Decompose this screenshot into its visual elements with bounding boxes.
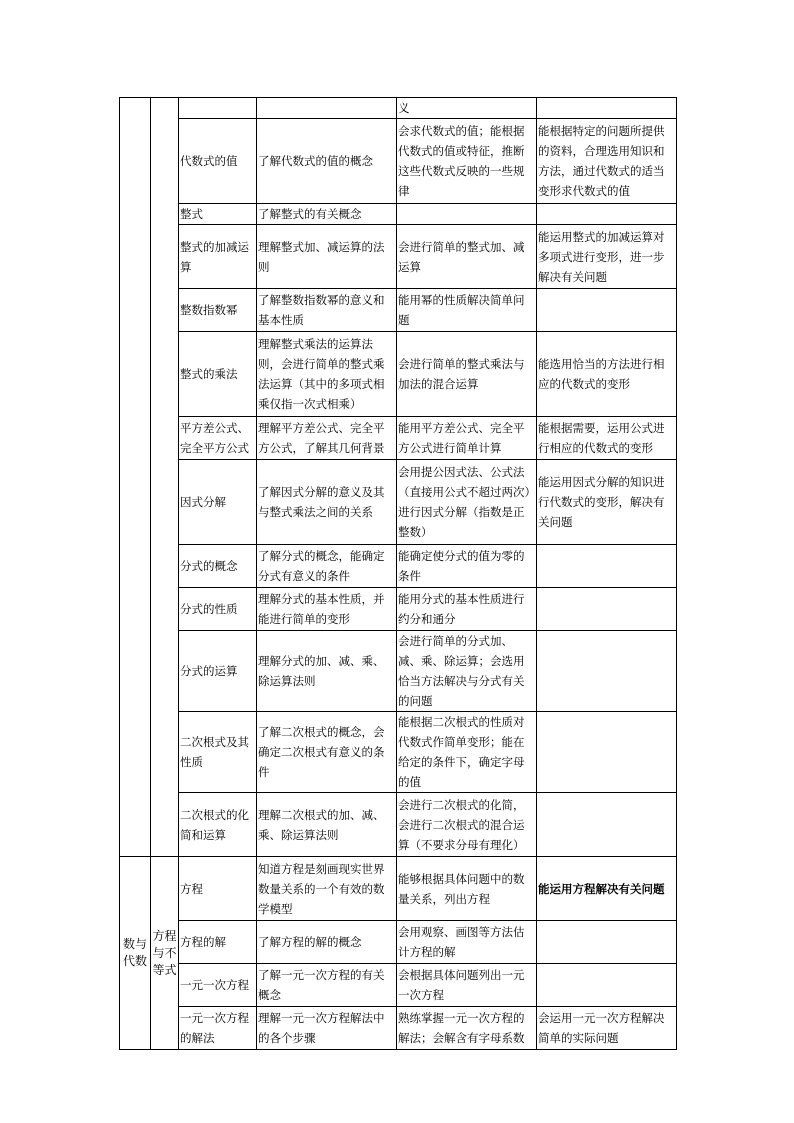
master-cell: 会根据具体问题列出一元一次方程 (397, 964, 537, 1007)
master-cell: 能确定使分式的值为零的条件 (397, 545, 537, 588)
topic-cell (179, 98, 257, 119)
understand-cell: 了解分式的概念，能确定分式有意义的条件 (257, 545, 397, 588)
master-cell: 能用幂的性质解决简单问题 (397, 289, 537, 332)
master-cell: 能用分式的基本性质进行约分和通分 (397, 588, 537, 631)
understand-cell: 了解因式分解的意义及其与整式乘法之间的关系 (257, 460, 397, 545)
topic-cell: 方程 (179, 857, 257, 921)
topic-cell: 一元一次方程的解法 (179, 1007, 257, 1050)
understand-cell: 了解一元一次方程的有关概念 (257, 964, 397, 1007)
topic-cell: 一元一次方程 (179, 964, 257, 1007)
understand-cell (257, 98, 397, 119)
table-row (120, 225, 677, 289)
table-row (120, 712, 677, 793)
apply-cell (537, 588, 677, 631)
understand-cell: 了解方程的解的概念 (257, 921, 397, 964)
apply-cell: 会运用一元一次方程解决简单的实际问题 (537, 1007, 677, 1050)
master-cell: 会进行简单的整式加、减运算 (397, 225, 537, 289)
table-row (120, 289, 677, 332)
table-row (120, 332, 677, 417)
apply-cell (537, 289, 677, 332)
table-row (120, 588, 677, 631)
table-row (120, 964, 677, 1007)
subtopic-label: 方程与不等式 (151, 857, 179, 1050)
understand-cell: 理解二次根式的加、减、乘、除运算法则 (257, 793, 397, 857)
understand-cell: 了解整式的有关概念 (257, 204, 397, 225)
apply-cell (537, 921, 677, 964)
topic-cell: 分式的性质 (179, 588, 257, 631)
topic-cell: 代数式的值 (179, 119, 257, 204)
topic-cell: 整式的乘法 (179, 332, 257, 417)
topic-cell: 因式分解 (179, 460, 257, 545)
understand-cell: 了解整数指数幂的意义和基本性质 (257, 289, 397, 332)
understand-cell: 知道方程是刻画现实世界数量关系的一个有效的数学模型 (257, 857, 397, 921)
apply-cell: 能根据特定的问题所提供的资料，合理选用知识和方法，通过代数式的适当变形求代数式的值 (537, 119, 677, 204)
table-row (120, 460, 677, 545)
topic-cell: 整式 (179, 204, 257, 225)
table-row (120, 857, 677, 921)
domain-label: 数与代数 (120, 857, 151, 1050)
understand-cell: 理解一元一次方程解法中的各个步骤 (257, 1007, 397, 1050)
apply-cell (537, 793, 677, 857)
apply-cell (537, 204, 677, 225)
master-cell: 能根据二次根式的性质对代数式作简单变形；能在给定的条件下，确定字母的值 (397, 712, 537, 793)
master-cell: 会进行简单的整式乘法与加法的混合运算 (397, 332, 537, 417)
apply-cell (537, 712, 677, 793)
table-row (120, 417, 677, 460)
apply-cell (537, 631, 677, 712)
master-cell: 会用观察、画图等方法估计方程的解 (397, 921, 537, 964)
topic-cell: 二次根式的化简和运算 (179, 793, 257, 857)
table-row (120, 1007, 677, 1050)
topic-cell: 整数指数幂 (179, 289, 257, 332)
topic-cell: 分式的概念 (179, 545, 257, 588)
master-cell: 能够根据具体问题中的数量关系，列出方程 (397, 857, 537, 921)
subtopic-cell-continued (151, 98, 179, 857)
understand-cell: 了解二次根式的概念，会确定二次根式有意义的条件 (257, 712, 397, 793)
master-cell: 会求代数式的值；能根据代数式的值或特征，推断这些代数式反映的一些规律 (397, 119, 537, 204)
table-row (120, 98, 677, 119)
understand-cell: 理解平方差公式、完全平方公式，了解其几何背景 (257, 417, 397, 460)
apply-cell: 能运用因式分解的知识进行代数式的变形，解决有关问题 (537, 460, 677, 545)
topic-cell: 二次根式及其性质 (179, 712, 257, 793)
topic-cell: 整式的加减运算 (179, 225, 257, 289)
apply-cell (537, 964, 677, 1007)
apply-cell: 能选用恰当的方法进行相应的代数式的变形 (537, 332, 677, 417)
understand-cell: 理解分式的加、减、乘、除运算法则 (257, 631, 397, 712)
table-row (120, 793, 677, 857)
understand-cell: 了解代数式的值的概念 (257, 119, 397, 204)
table-row (120, 921, 677, 964)
apply-cell: 能运用整式的加减运算对多项式进行变形，进一步解决有关问题 (537, 225, 677, 289)
understand-cell: 理解整式加、减运算的法则 (257, 225, 397, 289)
table-row (120, 545, 677, 588)
master-cell: 会用提公因式法、公式法（直接用公式不超过两次）进行因式分解（指数是正整数） (397, 460, 537, 545)
table-row (120, 119, 677, 204)
table-row (120, 204, 677, 225)
apply-cell (537, 98, 677, 119)
topic-cell: 分式的运算 (179, 631, 257, 712)
curriculum-table (119, 97, 677, 1050)
apply-cell (537, 545, 677, 588)
master-cell: 会进行二次根式的化简，会进行二次根式的混合运算（不要求分母有理化） (397, 793, 537, 857)
topic-cell: 方程的解 (179, 921, 257, 964)
table-row (120, 631, 677, 712)
topic-cell: 平方差公式、完全平方公式 (179, 417, 257, 460)
domain-cell-continued (120, 98, 151, 857)
apply-cell: 能运用方程解决有关问题 (537, 857, 677, 921)
master-cell: 能用平方差公式、完全平方公式进行简单计算 (397, 417, 537, 460)
master-cell: 义 (397, 98, 537, 119)
understand-cell: 理解整式乘法的运算法则，会进行简单的整式乘法运算（其中的多项式相乘仅指一次式相乘） (257, 332, 397, 417)
understand-cell: 理解分式的基本性质，并能进行简单的变形 (257, 588, 397, 631)
master-cell: 熟练掌握一元一次方程的解法；会解含有字母系数 (397, 1007, 537, 1050)
master-cell (397, 204, 537, 225)
master-cell: 会进行简单的分式加、减、乘、除运算；会选用恰当方法解决与分式有关的问题 (397, 631, 537, 712)
apply-cell: 能根据需要，运用公式进行相应的代数式的变形 (537, 417, 677, 460)
